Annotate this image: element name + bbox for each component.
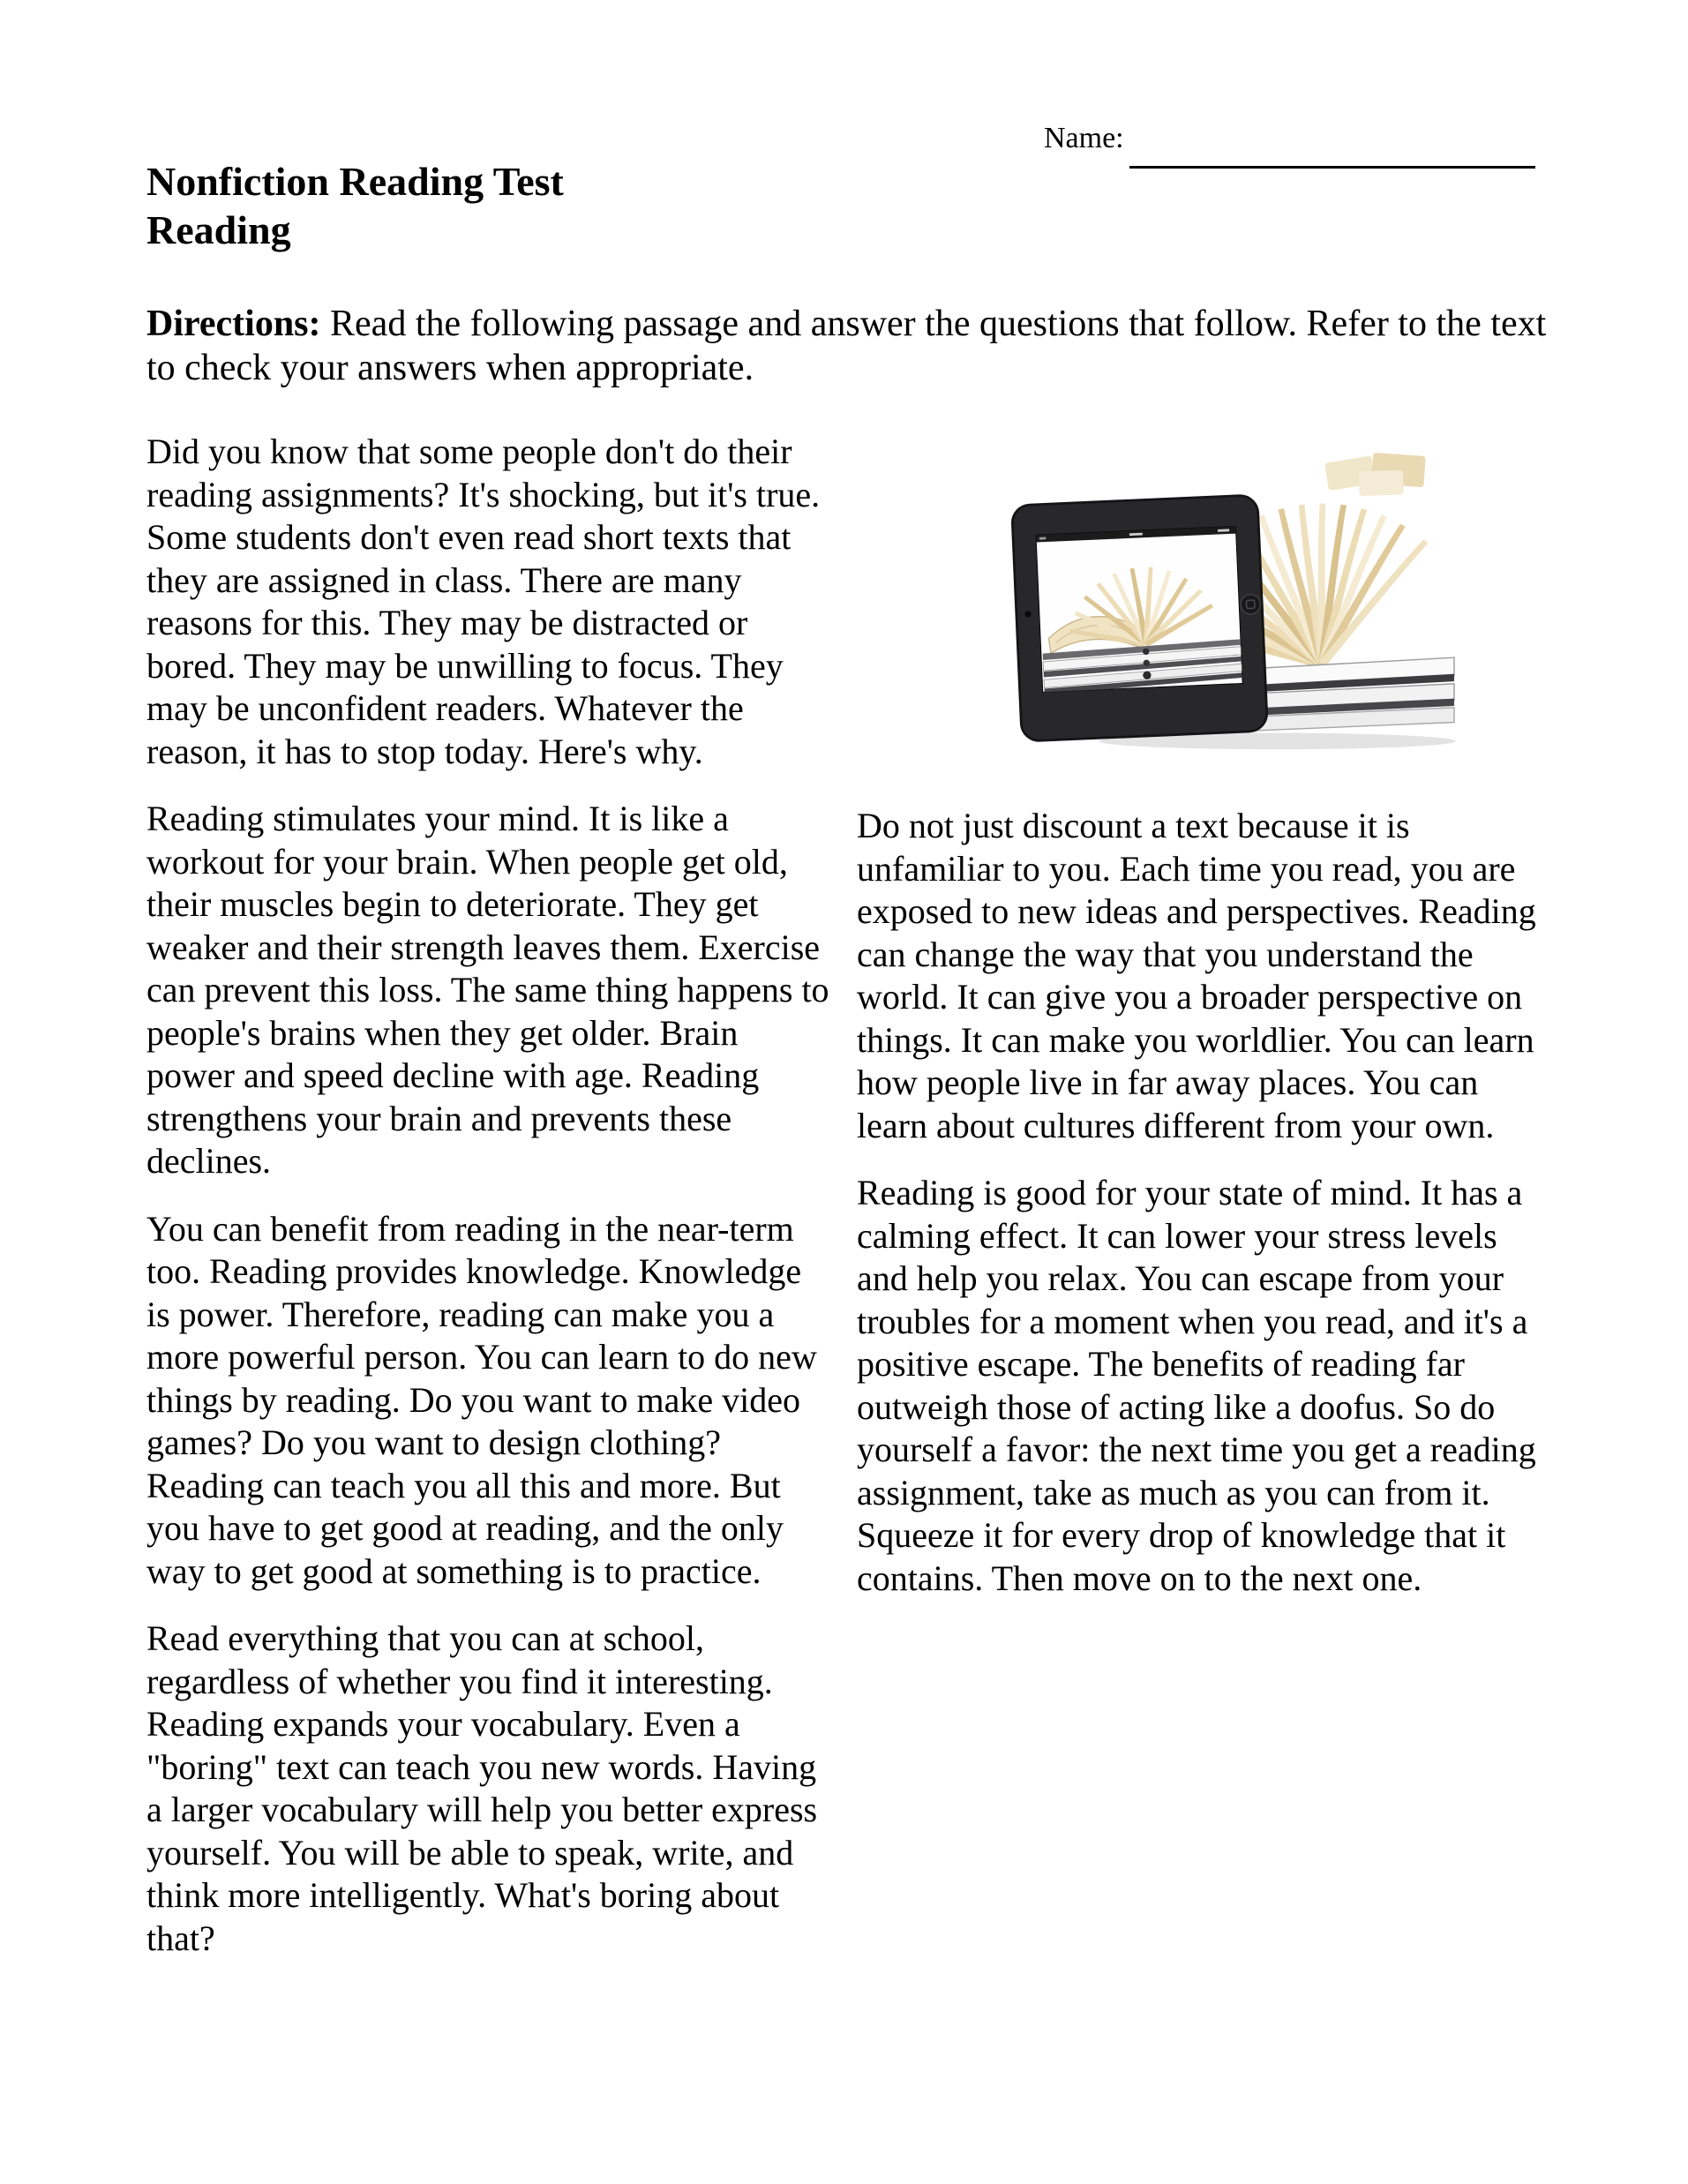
loose-pages [1324, 453, 1426, 496]
title-line-1: Nonfiction Reading Test [146, 159, 564, 204]
status-signal [1039, 537, 1047, 540]
paragraph: Reading is good for your state of mind. It has a calming effect. It can lower your stress levels and help you relax. You can escape from your troubles for a moment when you read, and it's a positive escape. The benefits of reading far outweigh those of acting like a doofus. So do yourself a favor: the next time you get a reading assignment, take as much as you can from it. Squeeze it for every drop of knowledge that it contains. Then move on to the next one. [857, 1173, 1536, 1598]
status-battery [1218, 529, 1229, 531]
directions-text: Read the following passage and answer the questions that follow. Refer to the text to check your answers when appropriate. [146, 304, 1547, 388]
paragraph: You can benefit from reading in the near-term too. Reading provides knowledge. Knowledge is power. Therefore, reading can make you a more powerful person. You can learn to do new things by reading. Do you want to make video games? Do you want to design clothing? Reading can teach you all this and more. But you have to get good at reading, and the only way to get good at something is to practice. [146, 1208, 817, 1591]
tablet-book-illustration [1007, 453, 1466, 752]
passage-columns [146, 431, 1541, 1985]
paragraph: Do not just discount a text because it is unfamiliar to you. Each time you read, you are exposed to new ideas and perspectives. Reading can change the way that you understand the world. It can give you a broader perspective on things. It can make you worldlier. You can learn how people live in far away places. You can learn about cultures different from your own. [857, 806, 1536, 1145]
paragraph: Read everything that you can at school, regardless of whether you find it interesting. Reading expands your vocabulary. Even a "boring" text can teach you new words. Having a larger vocabulary will help you better express yourself. You will be able to speak, write, and think more intelligently. What's boring about that? [146, 1618, 818, 1958]
right-column [857, 431, 1541, 1985]
directions-label: Directions: [146, 304, 321, 344]
paragraph: Reading stimulates your mind. It is like a workout for your brain. When people get old, their muscles begin to deteriorate. They get weaker and their strength leaves them. Exercise can prevent this loss. The same thing happens to people's brains when they get older. Brain power and speed decline with age. Reading strengthens your brain and prevents these declines. [146, 799, 829, 1181]
tablet-home-button [1241, 594, 1261, 614]
name-label: Name: [1044, 122, 1124, 154]
tablet-book-illustration-svg [1007, 453, 1466, 752]
page-title [146, 157, 564, 254]
title-line-2: Reading [146, 207, 291, 252]
name-blank-line [1129, 139, 1535, 169]
paragraph: Did you know that some people don't do their reading assignments? It's shocking, but it's true. Some students don't even read short texts that they are assigned in class. There are many reasons for this. They may be distracted or bored. They may be unwilling to focus. They may be unconfident readers. Whatever the reason, it has to stop today. Here's why. [146, 432, 821, 771]
left-column [146, 431, 830, 1985]
tablet [1012, 495, 1268, 741]
directions [146, 302, 1572, 390]
